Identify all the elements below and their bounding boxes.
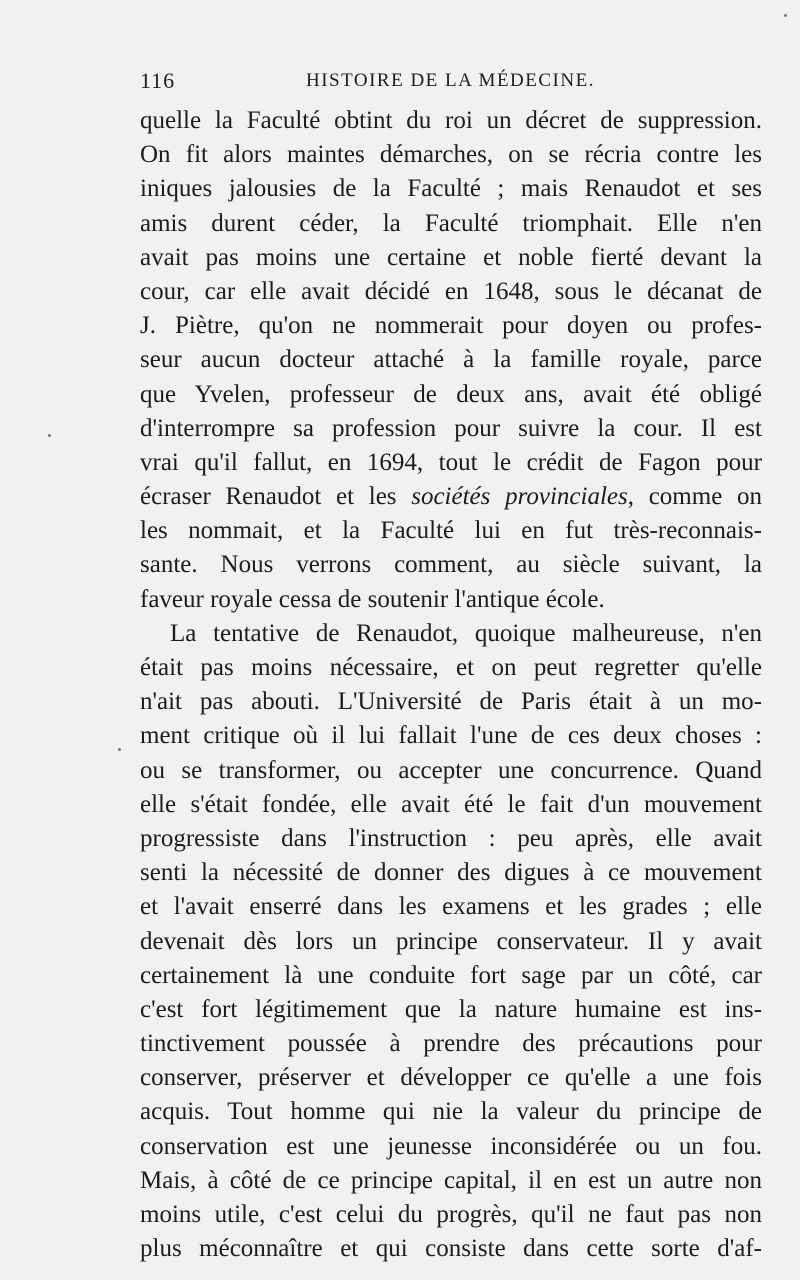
text-line: et l'avait enserré dans les examens et les grades ; elle — [140, 893, 762, 921]
text-line: c'est fort légitimement que la nature humaine est ins- — [140, 995, 762, 1023]
text-line: cour, car elle avait décidé en 1648, sous le décanat de — [140, 277, 762, 305]
text-line: On fit alors maintes démarches, on se récria contre les — [140, 141, 762, 169]
text-line: senti la nécessité de donner des digues à ce mouvement — [140, 859, 762, 887]
text-line: faveur royale cessa de soutenir l'antique école. — [140, 585, 605, 613]
text-line: vrai qu'il fallut, en 1694, tout le crédit de Fagon pour — [140, 448, 762, 476]
text-line: elle s'était fondée, elle avait été le fait d'un mouvement — [140, 790, 762, 818]
line-text-after: , comme on — [627, 483, 762, 511]
running-title: HISTOIRE DE LA MÉDECINE. — [306, 70, 595, 91]
text-line: était pas moins nécessaire, et on peut regretter qu'elle — [140, 654, 762, 681]
paper-speck — [784, 14, 787, 17]
italic-phrase: sociétés provinciales — [411, 483, 628, 511]
text-line: moins utile, c'est celui du progrès, qu'il ne faut pas non — [140, 1201, 762, 1228]
text-line: ment critique où il lui fallait l'une de ces deux choses : — [140, 722, 762, 750]
text-line: conservation est une jeunesse inconsidérée ou un fou. — [140, 1132, 762, 1160]
text-line: les nommait, et la Faculté lui en fut très-reconnais- — [140, 517, 762, 545]
text-line: ou se transformer, ou accepter une concurrence. Quand — [140, 756, 762, 784]
text-line — [140, 480, 762, 514]
text-line: certainement là une conduite fort sage par un côté, car — [140, 961, 762, 989]
text-line: sante. Nous verrons comment, au siècle suivant, la — [140, 551, 762, 579]
text-line: tinctivement poussée à prendre des précautions pour — [140, 1030, 762, 1058]
text-line: avait pas moins une certaine et noble fierté devant la — [140, 243, 762, 271]
line-text-before: écraser Renaudot et les — [140, 483, 412, 511]
text-line: acquis. Tout homme qui nie la valeur du principe de — [140, 1098, 762, 1126]
paper-speck — [48, 434, 51, 437]
text-line: quelle la Faculté obtint du roi un décret de suppression. — [140, 107, 762, 134]
text-line: devenait dès lors un principe conservateur. Il y avait — [140, 927, 762, 955]
text-line: amis durent céder, la Faculté triomphait. Elle n'en — [140, 209, 762, 237]
text-line: plus méconnaître et qui consiste dans cette sorte d'af- — [140, 1235, 762, 1263]
text-line: n'ait pas abouti. L'Université de Paris était à un mo- — [140, 688, 762, 716]
paragraph-first-line: La tentative de Renaudot, quoique malheureuse, n'en — [170, 619, 762, 647]
page-header — [140, 68, 760, 100]
text-line: que Yvelen, professeur de deux ans, avait été obligé — [140, 380, 762, 408]
text-line: progressiste dans l'instruction : peu après, elle avait — [140, 824, 762, 852]
page-number: 116 — [140, 68, 176, 93]
text-line: d'interrompre sa profession pour suivre la cour. Il est — [140, 414, 762, 442]
text-line: iniques jalousies de la Faculté ; mais Renaudot et ses — [140, 175, 762, 203]
paper-speck — [118, 748, 121, 751]
body-text — [140, 104, 762, 1266]
text-line: seur aucun docteur attaché à la famille royale, parce — [140, 346, 762, 374]
text-line: Mais, à côté de ce principe capital, il en est un autre non — [140, 1166, 762, 1194]
text-line: conserver, préserver et développer ce qu'elle a une fois — [140, 1064, 762, 1092]
text-line: J. Piètre, qu'on ne nommerait pour doyen ou profes- — [140, 312, 762, 340]
